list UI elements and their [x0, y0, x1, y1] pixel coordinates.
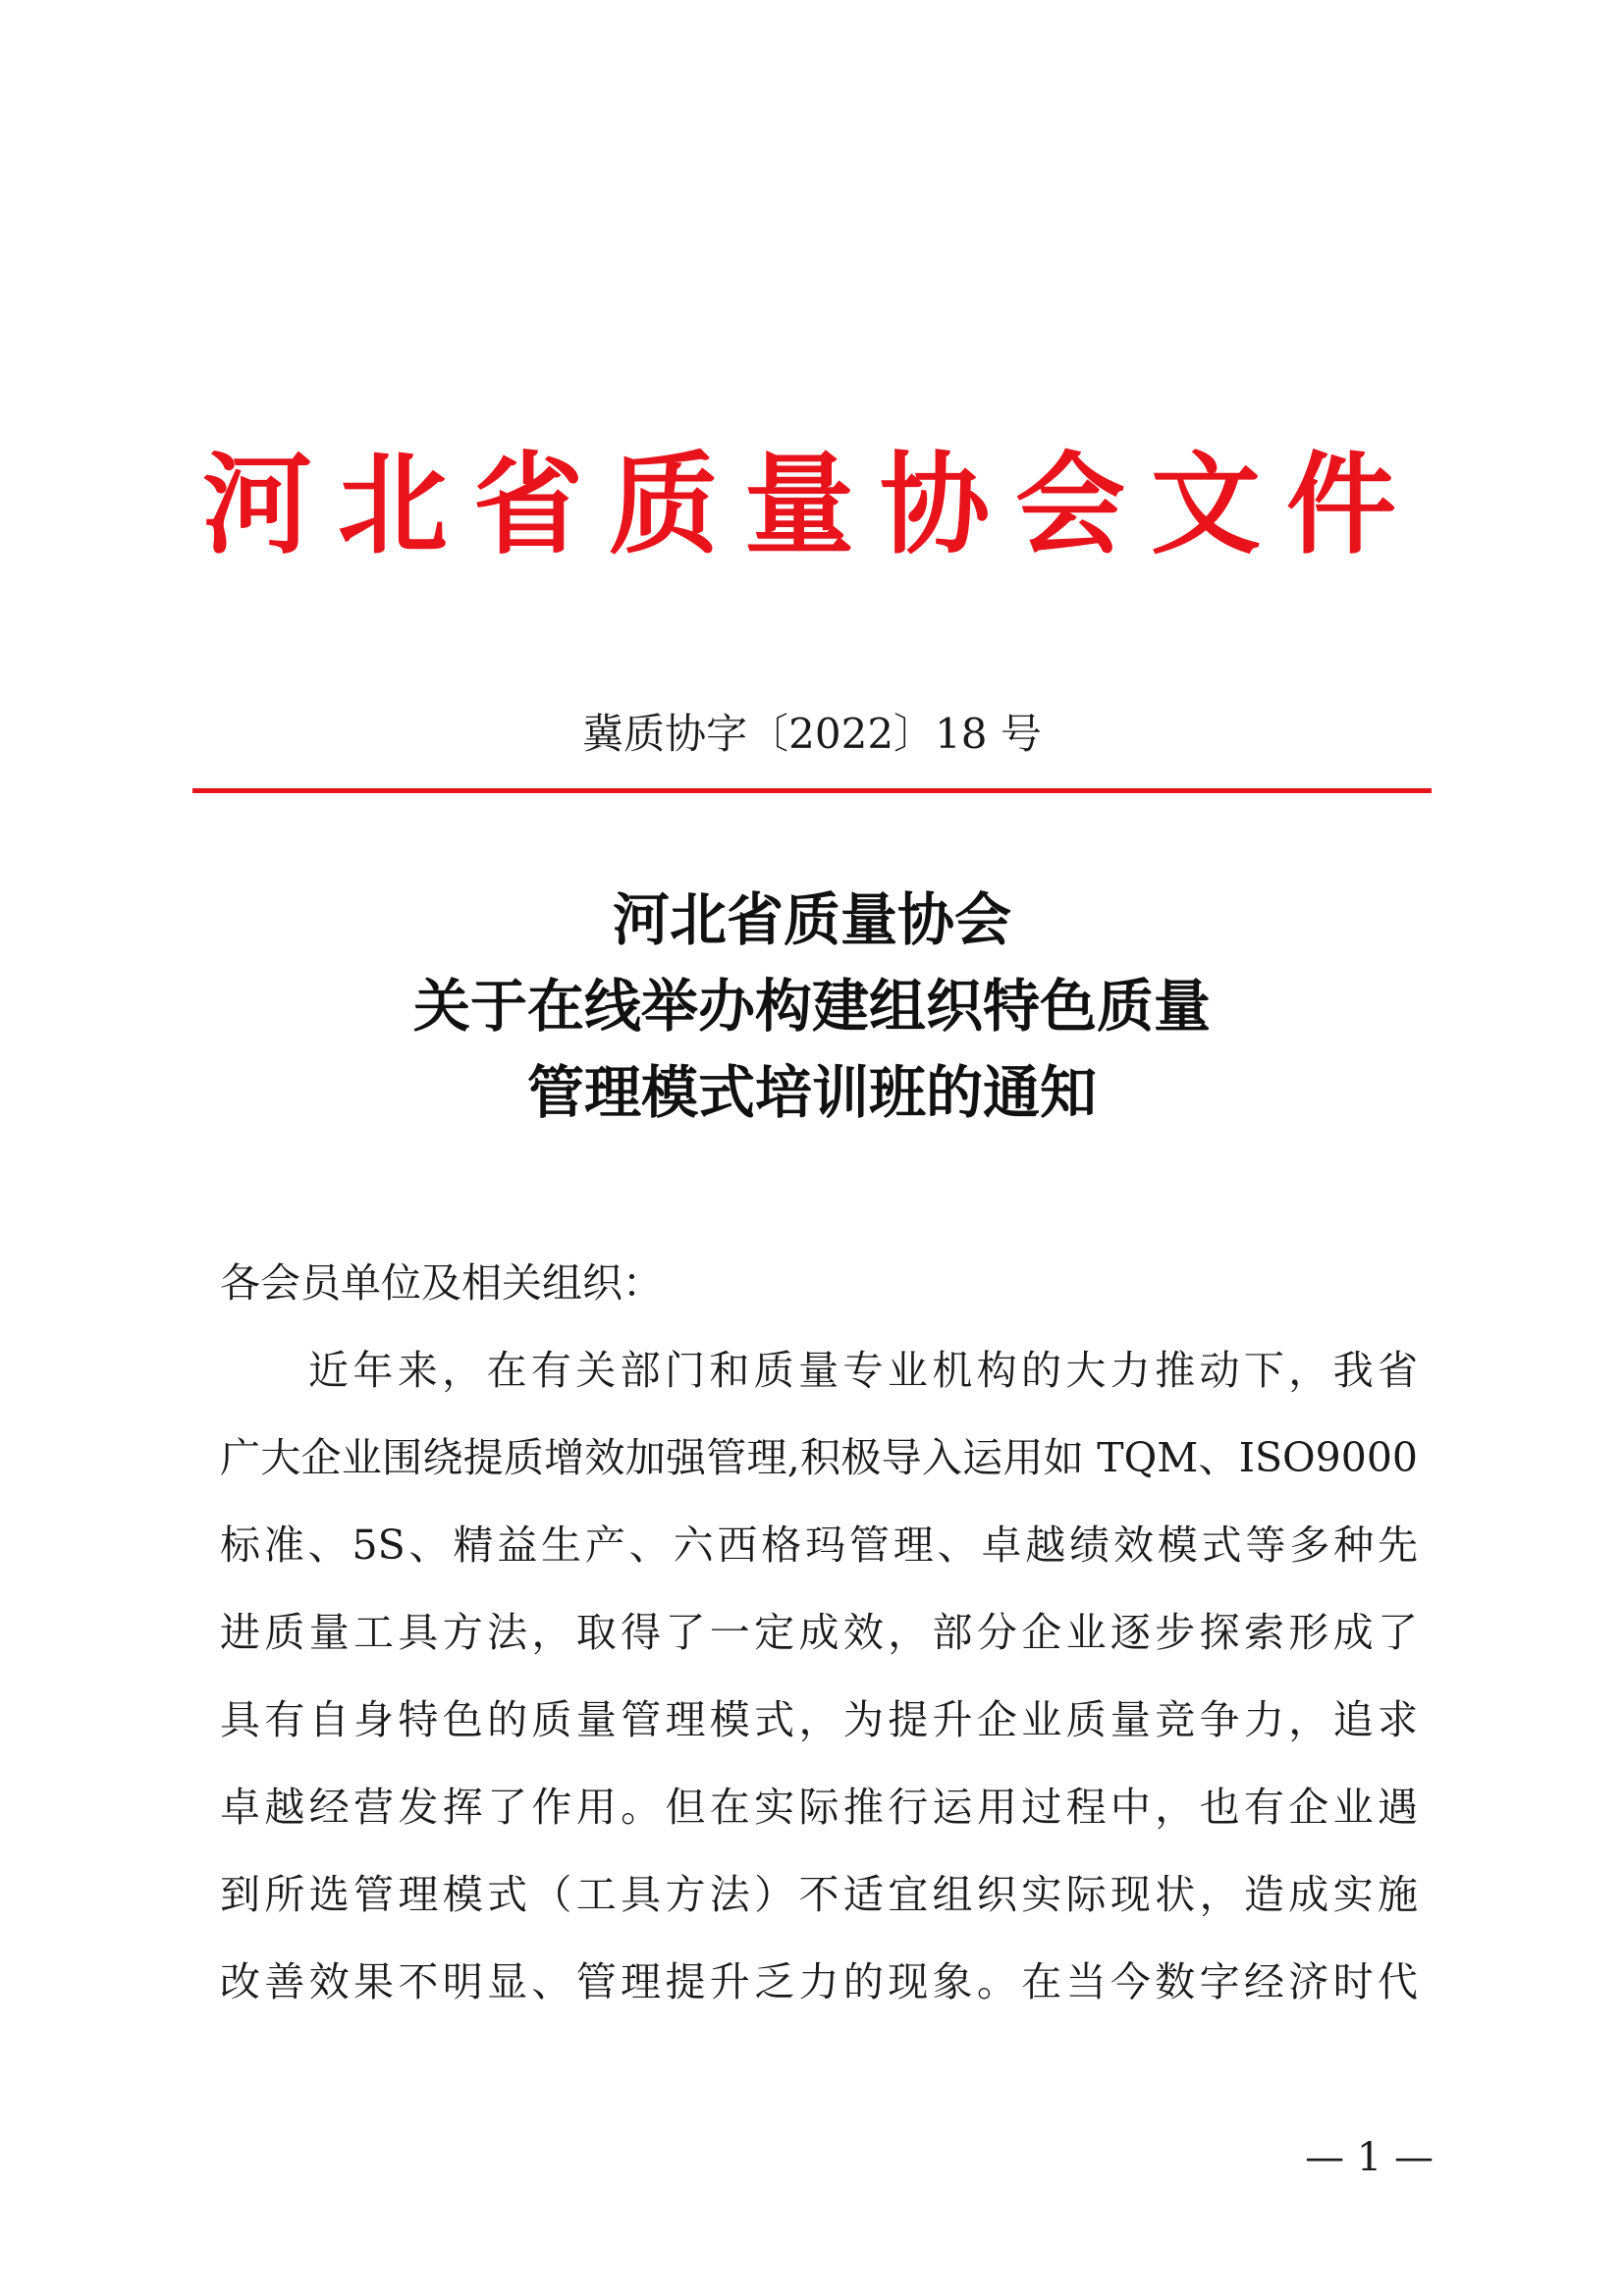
title-line-3: 管理模式培训班的通知 — [526, 1059, 1097, 1126]
page-number: — 1 — — [1305, 2135, 1434, 2180]
body-line: 具有自身特色的质量管理模式，为提升企业质量竞争力，追求 — [220, 1696, 1418, 1743]
body-line: 进质量工具方法，取得了一定成效，部分企业逐步探索形成了 — [220, 1609, 1418, 1656]
body-text — [220, 1240, 1418, 2026]
document-number: 冀质协字〔2022〕18 号 — [582, 710, 1042, 758]
red-divider-line — [192, 788, 1432, 793]
title-line-1: 河北省质量协会 — [612, 886, 1011, 953]
body-line: 标准、5S、精益生产、六西格玛管理、卓越绩效模式等多种先 — [220, 1522, 1418, 1569]
notice-title — [0, 877, 1624, 1136]
body-line: 卓越经营发挥了作用。但在实际推行运用过程中，也有企业遇 — [220, 1784, 1418, 1831]
body-line: 广大企业围绕提质增效加强管理,积极导入运用如 TQM、ISO9000 — [220, 1434, 1418, 1481]
masthead-title: 河北省质量协会文件 — [202, 441, 1422, 569]
salutation: 各会员单位及相关组织： — [220, 1259, 663, 1307]
body-line: 近年来，在有关部门和质量专业机构的大力推动下，我省 — [308, 1347, 1418, 1394]
body-line: 改善效果不明显、管理提升乏力的现象。在当今数字经济时代 — [220, 1958, 1418, 2005]
body-line: 到所选管理模式（工具方法）不适宜组织实际现状，造成实施 — [220, 1871, 1418, 1918]
title-line-2: 关于在线举办构建组织特色质量 — [412, 973, 1211, 1040]
